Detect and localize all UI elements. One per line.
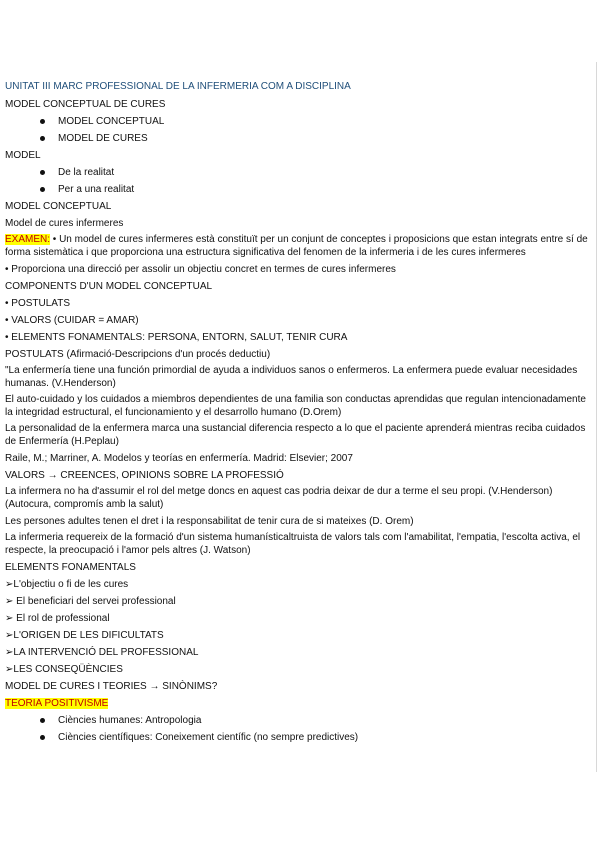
list-item: MODEL CONCEPTUAL [5, 115, 593, 128]
bullet-list-1 [5, 115, 593, 145]
bullet-icon [40, 136, 45, 141]
bullet-icon [40, 170, 45, 175]
reference: Raile, M.; Marriner, A. Modelos y teorías en enfermería. Madrid: Elsevier; 2007 [5, 453, 353, 464]
arrow-item: ➢L'objectiu o fi de les cures [5, 579, 129, 590]
list-item: Ciències humanes: Antropologia [5, 714, 593, 727]
teoria-positivisme: TEORIA POSITIVISME [5, 698, 109, 709]
bullet-list-3 [5, 714, 593, 744]
valor-henderson: La infermera no ha d'assumir el rol del metge doncs en aquest cas podria deixar de dur a terme el seu propi. (V.Henderson) (Autocura, compromís amb la salut) [5, 486, 553, 510]
heading-valors: VALORS → CREENCES, OPINIONS SOBRE LA PROFESSIÓ [5, 470, 284, 481]
arrow-item: ➢ El rol de professional [5, 613, 110, 624]
quote-henderson: "La enfermería tiene una función primordial de ayuda a individuos sanos o enfermeros. La enfermera puede evaluar necesidades humanas. (V.Henderson) [5, 365, 578, 389]
proporciona-line: • Proporciona una direcció per assolir un objectiu concret en termes de cures infermeres [5, 264, 396, 275]
valors-bullet: • VALORS (CUIDAR = AMAR) [5, 315, 139, 326]
quote-orem: El auto-cuidado y los cuidados a miembros dependientes de una familia son conductas aprendidas que regulan intencionadamente la integridad estructural, el funcionamiento y el desarrollo humano (D.Orem) [5, 394, 586, 418]
arrow-icon: ➢ [5, 647, 14, 658]
postulats-definition: POSTULATS (Afirmació-Descripcions d'un procés deductiu) [5, 349, 271, 360]
examen-label: EXAMEN: [5, 234, 51, 245]
heading-components: COMPONENTS D'UN MODEL CONCEPTUAL [5, 281, 213, 292]
heading-elements-fonamentals: ELEMENTS FONAMENTALS [5, 562, 136, 573]
list-item: De la realitat [5, 166, 593, 179]
arrow-icon: ➢ [5, 596, 14, 607]
arrow-item: ➢L'ORIGEN DE LES DIFICULTATS [5, 630, 164, 641]
heading-model-conceptual: MODEL CONCEPTUAL [5, 201, 112, 212]
examen-paragraph [5, 234, 593, 259]
arrow-item: ➢LA INTERVENCIÓ DEL PROFESSIONAL [5, 647, 199, 658]
elements-bullet: • ELEMENTS FONAMENTALS: PERSONA, ENTORN, SALUT, TENIR CURA [5, 332, 348, 343]
document-body [5, 80, 593, 748]
bullet-icon [40, 187, 45, 192]
bullet-icon [40, 718, 45, 723]
postulats-bullet: • POSTULATS [5, 298, 70, 309]
arrow-item: ➢LES CONSEQÜÈNCIES [5, 664, 123, 675]
list-item: MODEL DE CURES [5, 132, 593, 145]
heading-model-conceptual-cures: MODEL CONCEPTUAL DE CURES [5, 99, 166, 110]
heading-model-teories: MODEL DE CURES I TEORIES → SINÒNIMS? [5, 681, 218, 692]
valor-orem: Les persones adultes tenen el dret i la responsabilitat de tenir cura de si mateixes (D. Orem) [5, 516, 414, 527]
bullet-icon [40, 735, 45, 740]
arrow-icon: ➢ [5, 579, 14, 590]
bullet-icon [40, 119, 45, 124]
unit-title: UNITAT III MARC PROFESSIONAL DE LA INFERMERIA COM A DISCIPLINA [5, 81, 351, 92]
list-item: Per a una realitat [5, 183, 593, 196]
arrow-icon: ➢ [5, 664, 14, 675]
examen-text: • Un model de cures infermeres està constituït per un conjunt de conceptes i proposicions que estan integrats entre sí de forma sistemàtica i que proporciona una estructura significativa del fenomen de la infermeria i de les cures infermeres [5, 234, 588, 258]
model-cures-infermeres: Model de cures infermeres [5, 218, 124, 229]
quote-peplau: La personalidad de la enfermera marca una sustancial diferencia respecto a lo que el paciente aprenderá mientras reciba cuidados de Enfermería (H.Peplau) [5, 423, 586, 447]
arrow-icon: ➢ [5, 613, 14, 624]
heading-model: MODEL [5, 150, 41, 161]
arrow-icon: ➢ [5, 630, 14, 641]
page-border [596, 62, 597, 772]
list-item: Ciències científiques: Coneixement científic (no sempre predictives) [5, 731, 593, 744]
valor-watson: La infermeria requereix de la formació d'un sistema humanísticaltruista de valors tals com l'amabilitat, l'empatia, l'escolta activa, el respecte, la preocupació i l'amor pels altres (J. Watson) [5, 532, 581, 556]
arrow-item: ➢ El beneficiari del servei professional [5, 596, 176, 607]
bullet-list-2 [5, 166, 593, 196]
